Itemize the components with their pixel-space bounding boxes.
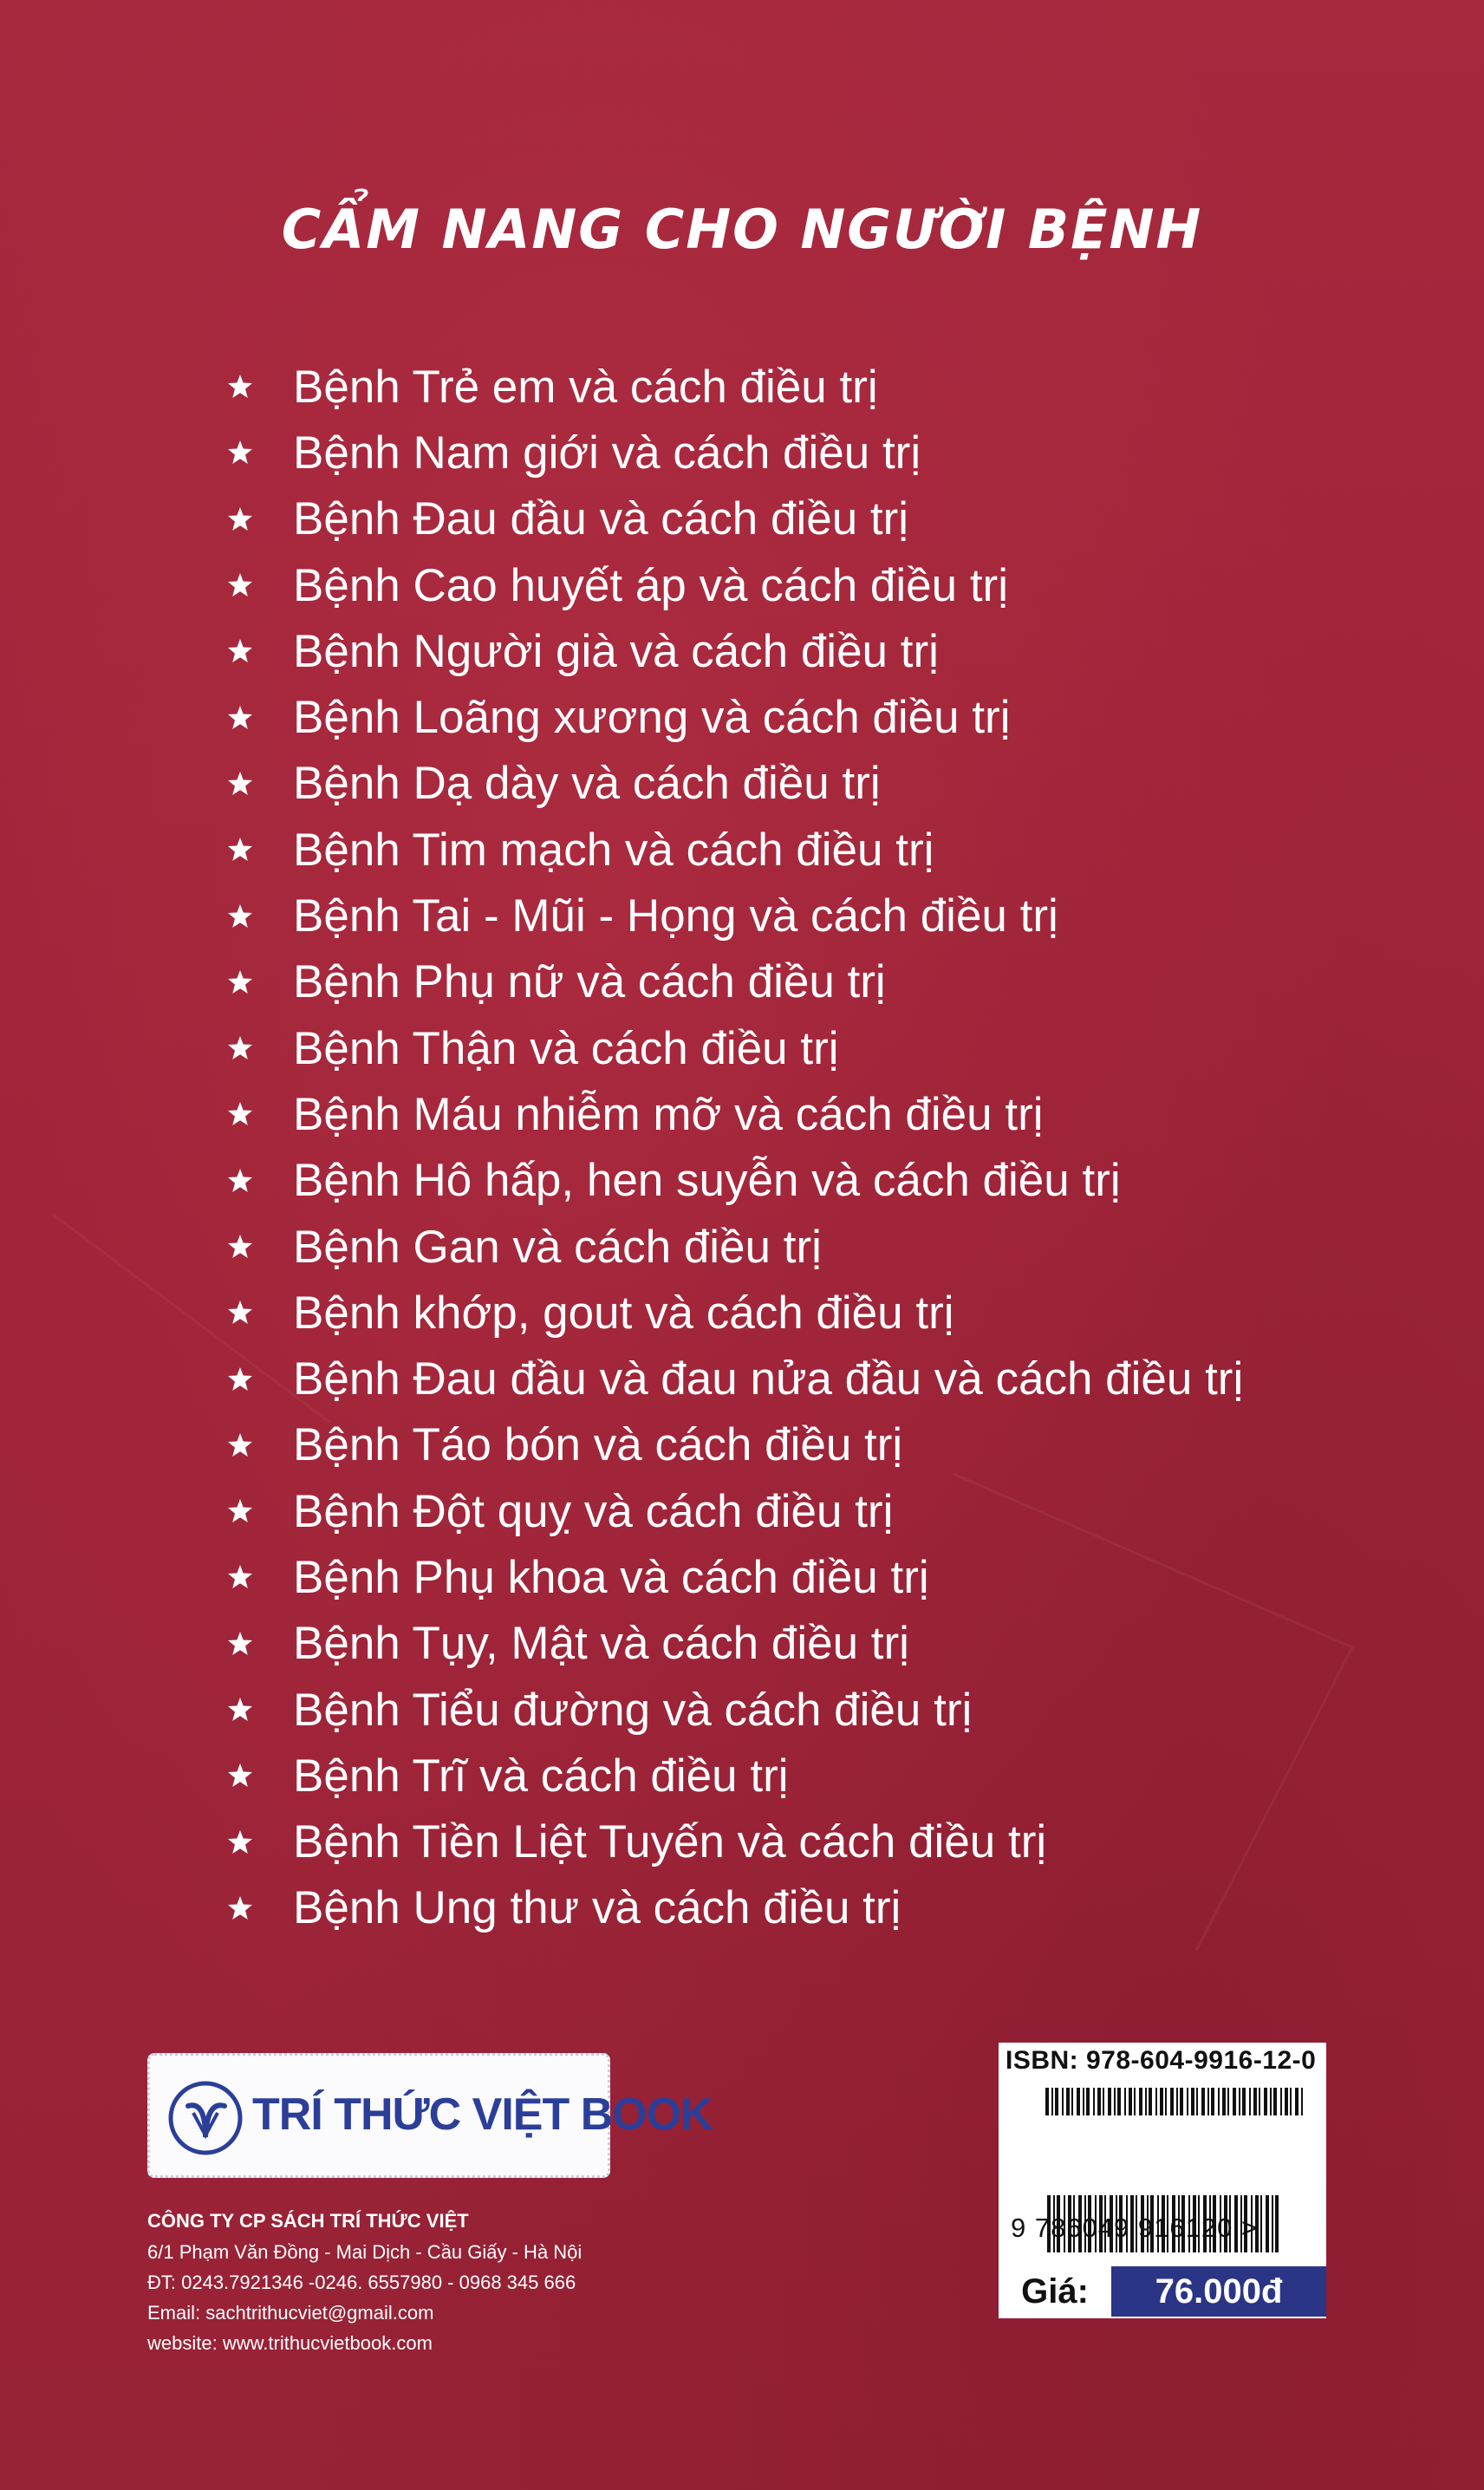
book-list-item: [227, 684, 1354, 750]
book-list-item: [227, 486, 1354, 552]
isbn-barcode-small: [1045, 2088, 1305, 2115]
star-icon: [227, 1168, 253, 1194]
book-list-item: [227, 1875, 1354, 1941]
company-phone: ĐT: 0243.7921346 -0246. 6557980 - 0968 345 666: [147, 2272, 576, 2293]
book-title: Bệnh Trĩ và cách điều trị: [293, 1750, 789, 1802]
book-list-item: [227, 1743, 1354, 1809]
book-list-item: [227, 1148, 1354, 1214]
book-title: Bệnh Dạ dày và cách điều trị: [293, 758, 881, 810]
book-title: Bệnh Tiểu đường và cách điều trị: [293, 1684, 973, 1736]
book-title: Bệnh Đau đầu và cách điều trị: [293, 493, 909, 545]
company-website: website: www.trithucvietbook.com: [147, 2332, 433, 2354]
book-title: Bệnh Tụy, Mật và cách điều trị: [293, 1618, 909, 1670]
book-title: Bệnh Nam giới và cách điều trị: [293, 427, 921, 479]
book-title: Bệnh Đột quỵ và cách điều trị: [293, 1485, 894, 1537]
company-name: CÔNG TY CP SÁCH TRÍ THỨC VIỆT: [147, 2210, 469, 2232]
book-list-item: [227, 1478, 1354, 1544]
book-list-item: [227, 420, 1354, 486]
book-list: [227, 354, 1354, 1941]
price-tag: [999, 2266, 1326, 2317]
star-icon: [227, 572, 253, 598]
book-list-item: [227, 1412, 1354, 1478]
book-title: Bệnh Người già và cách điều trị: [293, 625, 939, 677]
star-icon: [227, 1101, 253, 1127]
star-icon: [227, 771, 253, 797]
book-list-item: [227, 1677, 1354, 1743]
company-email: Email: sachtrithucviet@gmail.com: [147, 2302, 434, 2324]
star-icon: [227, 1895, 253, 1921]
book-title: Bệnh Gan và cách điều trị: [293, 1221, 822, 1273]
star-icon: [227, 1234, 253, 1260]
book-title: Bệnh Loãng xương và cách điều trị: [293, 692, 1011, 744]
star-icon: [227, 1631, 253, 1657]
star-icon: [227, 903, 253, 929]
book-list-item: [227, 949, 1354, 1015]
book-list-item: [227, 1015, 1354, 1081]
book-title: Bệnh Tim mạch và cách điều trị: [293, 824, 934, 876]
book-list-item: [227, 618, 1354, 684]
publisher-logo: [147, 2053, 713, 2178]
isbn-label: ISBN: 978-604-9916-12-0: [1006, 2046, 1317, 2075]
star-icon: [227, 705, 253, 731]
price-value: 76.000đ: [1111, 2266, 1326, 2317]
star-icon: [227, 1697, 253, 1723]
star-icon: [227, 837, 253, 863]
book-list-item: [227, 1346, 1354, 1411]
book-list-item: [227, 1280, 1354, 1346]
star-icon: [227, 1564, 253, 1590]
book-list-item: [227, 354, 1354, 420]
book-title: Bệnh Cao huyết áp và cách điều trị: [293, 559, 1008, 611]
star-icon: [227, 638, 253, 664]
star-icon: [227, 1763, 253, 1789]
book-title: Bệnh khớp, gout và cách điều trị: [293, 1287, 954, 1339]
star-icon: [227, 1432, 253, 1458]
price-label: Giá:: [999, 2266, 1111, 2317]
book-list-item: [227, 1081, 1354, 1147]
star-icon: [227, 440, 253, 466]
book-emblem-icon: [167, 2080, 244, 2156]
book-title: Bệnh Hô hấp, hen suyễn và cách điều trị: [293, 1155, 1121, 1207]
star-icon: [227, 1300, 253, 1326]
barcode-digits: 9 786049 916120 >: [1011, 2213, 1259, 2243]
star-icon: [227, 969, 253, 995]
book-list-item: [227, 1809, 1354, 1875]
book-title: Bệnh Tiền Liệt Tuyến và cách điều trị: [293, 1816, 1047, 1868]
book-list-item: [227, 1611, 1354, 1677]
book-title: Bệnh Phụ nữ và cách điều trị: [293, 956, 886, 1008]
book-list-item: [227, 552, 1354, 618]
star-icon: [227, 1035, 253, 1061]
company-address: 6/1 Phạm Văn Đồng - Mai Dịch - Cầu Giấy - Hà Nội: [147, 2241, 583, 2263]
book-list-item: [227, 1214, 1354, 1280]
book-title: Bệnh Ung thư và cách điều trị: [293, 1882, 901, 1934]
book-title: Bệnh Trẻ em và cách điều trị: [293, 361, 878, 413]
series-title: CẨM NANG CHO NGƯỜI BỆNH: [281, 198, 1203, 261]
book-title: Bệnh Phụ khoa và cách điều trị: [293, 1551, 929, 1603]
book-list-item: [227, 751, 1354, 817]
star-icon: [227, 374, 253, 400]
star-icon: [227, 506, 253, 532]
publisher-logo-text: TRÍ THỨC VIỆT BOOK: [252, 2089, 713, 2140]
book-title: Bệnh Táo bón và cách điều trị: [293, 1419, 903, 1471]
book-list-item: [227, 1544, 1354, 1610]
book-title: Bệnh Máu nhiễm mỡ và cách điều trị: [293, 1088, 1044, 1140]
book-list-item: [227, 883, 1354, 948]
star-icon: [227, 1829, 253, 1855]
book-title: Bệnh Thận và cách điều trị: [293, 1022, 839, 1074]
publisher-info: [147, 2206, 754, 2358]
book-title: Bệnh Tai - Mũi - Họng và cách điều trị: [293, 890, 1058, 942]
book-title: Bệnh Đau đầu và đau nửa đầu và cách điều trị: [293, 1353, 1244, 1405]
book-list-item: [227, 817, 1354, 883]
star-icon: [227, 1366, 253, 1392]
star-icon: [227, 1498, 253, 1524]
